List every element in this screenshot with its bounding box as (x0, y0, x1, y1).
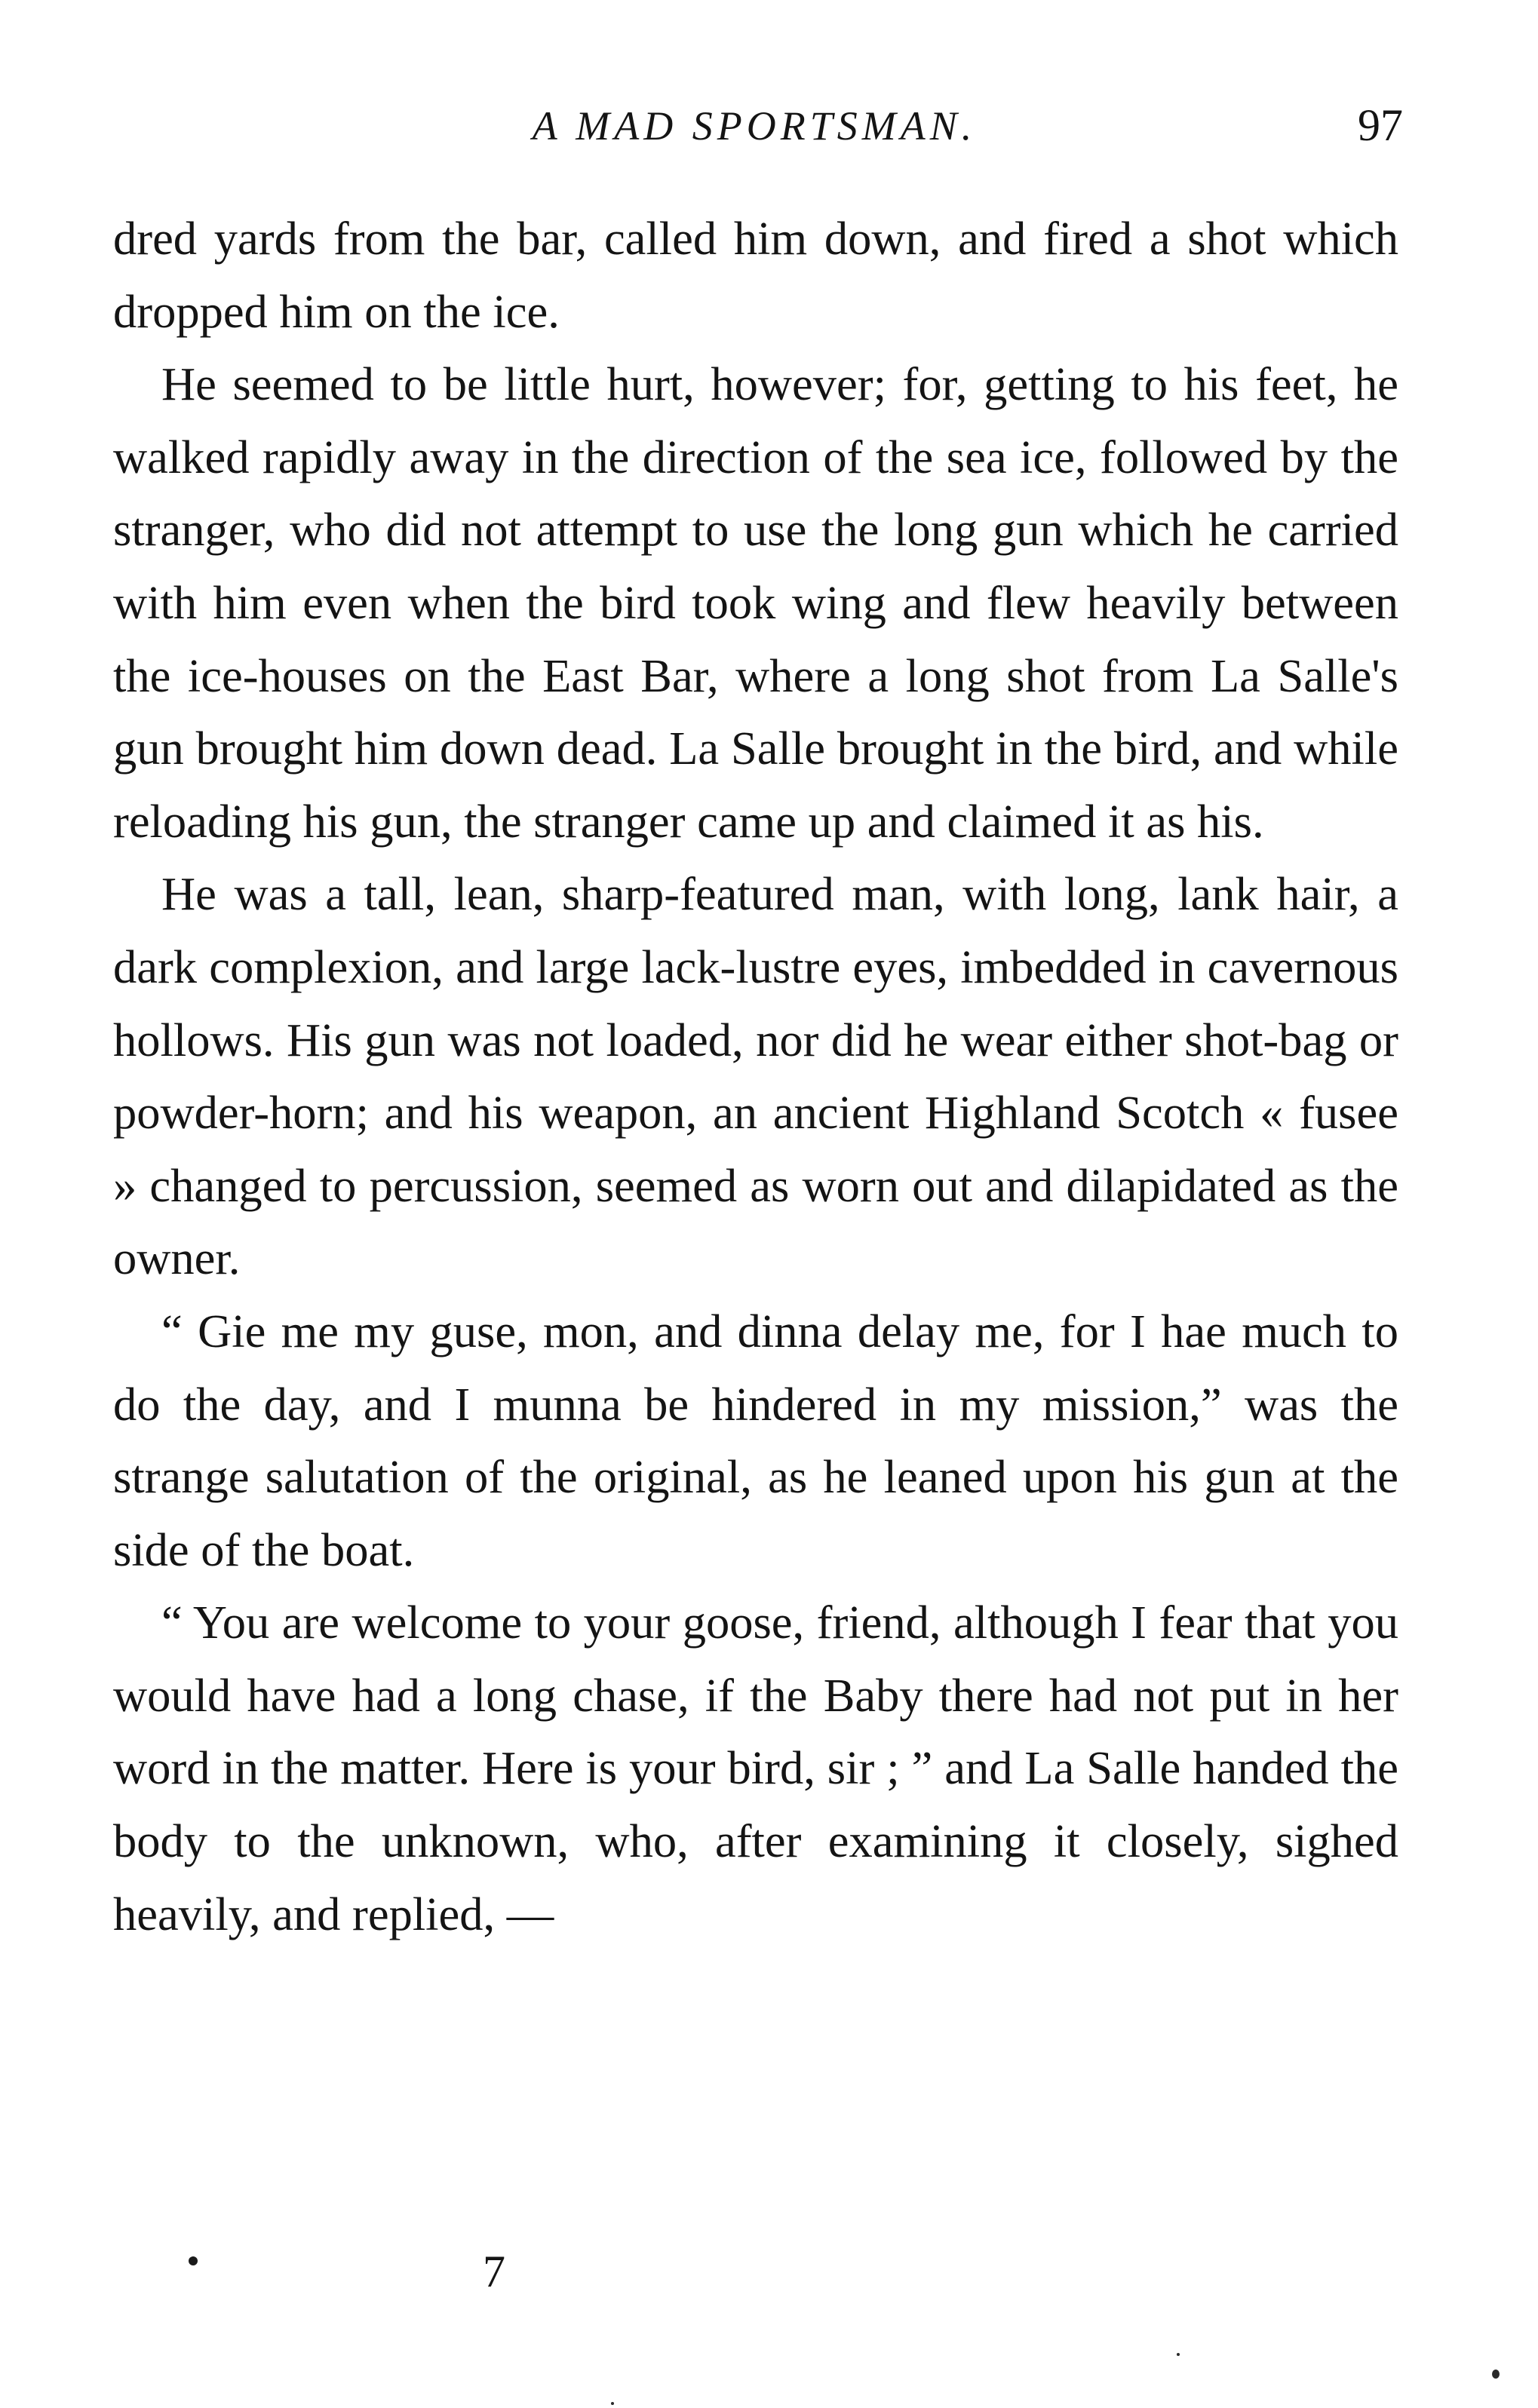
paragraph-5: “ You are welcome to your goose, friend, although I fear that you would have had a long chase, if the Baby there had not put in her word in the matter. Here is your bird, sir ; ” and La Salle handed the body to the unknown, who, after examining it closely, sighed heavily, and replied, — (113, 1596, 1398, 1940)
paragraph-2: He seemed to be little hurt, however; for, getting to his feet, he walked rapidly away in the direction of the sea ice, followed by the stranger, who did not attempt to use the long gun which he carried with him even when the bird took wing and flew heavily between the ice-houses on the East Bar, where a long shot from La Salle's gun brought him down dead. La Salle brought in the bird, and while reloading his gun, the stranger came up and claimed it as his. (113, 357, 1398, 848)
paragraph-3: He was a tall, lean, sharp-featured man, with long, lank hair, a dark complexion, and large lack-lustre eyes, imbedded in cavernous hollows. His gun was not loaded, nor did he wear either shot-bag or powder-horn; and his weapon, an ancient Highland Scotch « fusee » changed to percussion, seemed as worn out and dilapidated as the owner. (113, 867, 1398, 1285)
paper-speck (1492, 2370, 1500, 2379)
body-text (113, 202, 1398, 1950)
paper-speck (1177, 2353, 1180, 2356)
paragraph-1: dred yards from the bar, called him down, and fired a shot which dropped him on the ice. (113, 212, 1398, 338)
printer-dot-mark (189, 2256, 198, 2265)
running-head (113, 100, 1403, 163)
paper-speck (611, 2402, 614, 2405)
running-title: A MAD SPORTSMAN. (532, 103, 977, 149)
page-number: 97 (1358, 100, 1403, 150)
paragraph-4: “ Gie me my guse, mon, and dinna delay me, for I hae much to do the day, and I munna be hindered in my mission,” was the strange salutation of the original, as he leaned upon his gun at the side of the boat. (113, 1304, 1398, 1576)
signature-mark: 7 (483, 2247, 505, 2296)
